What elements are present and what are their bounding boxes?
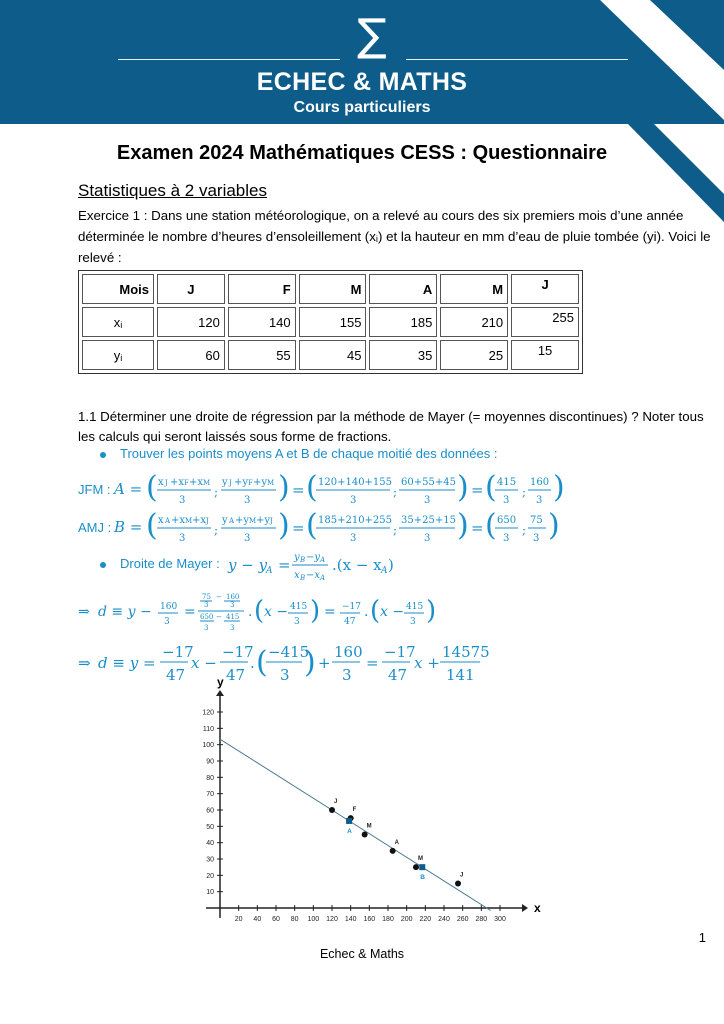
svg-text:3: 3 — [179, 533, 186, 544]
svg-text:47: 47 — [166, 666, 186, 684]
svg-text:J: J — [165, 479, 168, 487]
table-cell: M — [299, 274, 367, 304]
svg-text:=: = — [324, 604, 336, 620]
svg-text:x −: x − — [380, 604, 405, 620]
y-tick-label: 20 — [206, 872, 214, 880]
table-cell: 185 — [369, 307, 437, 337]
data-point-label: M — [418, 856, 423, 863]
sigma-logo-icon: ∑ — [357, 10, 387, 61]
svg-text:120+140+155: 120+140+155 — [318, 477, 393, 488]
svg-text:F: F — [248, 479, 253, 487]
x-tick-label: 60 — [272, 916, 280, 923]
svg-text:−y: −y — [306, 552, 321, 563]
table-cell: J — [511, 274, 579, 304]
svg-text:=: = — [184, 604, 196, 620]
svg-text:141: 141 — [446, 666, 475, 684]
svg-text:d ≡ y =: d ≡ y = — [98, 654, 156, 672]
svg-text:3: 3 — [244, 495, 251, 506]
x-tick-label: 300 — [494, 916, 506, 923]
table-cell: 35 — [369, 340, 437, 370]
table-cell: M — [440, 274, 508, 304]
svg-text:;: ; — [393, 523, 398, 537]
svg-text:.: . — [364, 604, 369, 620]
svg-text:3: 3 — [410, 617, 416, 627]
svg-text:−17: −17 — [342, 602, 361, 612]
svg-text:B: B — [300, 556, 306, 564]
svg-text:14575: 14575 — [442, 643, 490, 661]
table-cell: 60 — [157, 340, 225, 370]
x-tick-label: 140 — [344, 916, 357, 923]
x-tick-label: 80 — [290, 916, 299, 923]
bullet-text: Trouver les points moyens A et B de chaque moitié des données : — [120, 446, 498, 461]
svg-text:): ) — [548, 508, 560, 543]
data-point-label: J — [460, 872, 464, 879]
svg-text:75: 75 — [202, 593, 211, 601]
svg-text:J: J — [206, 517, 209, 525]
svg-text:415: 415 — [290, 602, 308, 612]
question-label: 1.1 Déterminer une droite de régression par la méthode de Mayer (= moyennes discontinues) ? Noter tous les calculs qui seront laissés sous forme de fractions. — [78, 409, 704, 444]
svg-text:F: F — [184, 479, 189, 487]
svg-text:d ≡ y −: d ≡ y − — [98, 604, 152, 620]
data-point — [390, 848, 396, 854]
x-tick-label: 20 — [234, 916, 243, 923]
svg-text:(: ( — [485, 470, 497, 505]
bullet-item — [100, 446, 497, 461]
data-point — [455, 881, 461, 887]
table-cell: F — [228, 274, 296, 304]
section-heading: Statistiques à 2 variables — [78, 181, 267, 200]
x-tick-label: 40 — [253, 916, 262, 923]
y-tick-label: 40 — [206, 840, 214, 848]
table-cell: 210 — [440, 307, 508, 337]
y-tick-label: 50 — [206, 823, 214, 831]
y-tick-label: 70 — [206, 791, 214, 799]
svg-text:): ) — [553, 470, 565, 505]
x-tick-label: 280 — [475, 916, 488, 923]
svg-text:−: − — [216, 593, 222, 601]
svg-text:3: 3 — [280, 666, 290, 684]
table-cell: 15 — [511, 340, 579, 370]
svg-text:−415: −415 — [268, 643, 310, 661]
svg-text:): ) — [426, 596, 437, 626]
svg-text:3: 3 — [179, 495, 186, 506]
svg-text:=: = — [471, 481, 484, 499]
svg-text:+x: +x — [171, 515, 186, 526]
svg-text:415: 415 — [497, 477, 517, 488]
svg-text:x −: x − — [264, 604, 289, 620]
svg-text:;: ; — [214, 485, 219, 499]
table-cell: xᵢ — [82, 307, 154, 337]
svg-text:x −: x − — [191, 654, 217, 672]
y-tick-label: 60 — [206, 807, 214, 815]
svg-text:y: y — [222, 515, 228, 526]
svg-text:=: = — [366, 654, 379, 672]
y-tick-label: 100 — [202, 742, 214, 750]
svg-text:+y: +y — [253, 477, 268, 488]
svg-text:3: 3 — [350, 495, 357, 506]
svg-text:x +: x + — [414, 654, 440, 672]
svg-text:): ) — [304, 645, 316, 680]
svg-text:.: . — [248, 604, 253, 620]
data-point-label: A — [394, 839, 400, 846]
svg-text:x: x — [158, 477, 164, 488]
svg-text:y − y: y − y — [228, 556, 268, 574]
table-cell: 25 — [440, 340, 508, 370]
svg-text:(: ( — [485, 508, 497, 543]
page-footer: Echec & Maths — [319, 947, 405, 961]
header-divider-left — [118, 59, 340, 60]
svg-text:(: ( — [146, 508, 158, 543]
svg-text:−17: −17 — [384, 643, 416, 661]
svg-text:−17: −17 — [162, 643, 194, 661]
svg-text:M: M — [249, 517, 257, 525]
brand-tagline: Cours particuliers — [293, 99, 431, 116]
x-tick-label: 100 — [307, 916, 320, 923]
equation-amj — [78, 508, 638, 548]
x-tick-label: 260 — [456, 916, 469, 923]
svg-text:47: 47 — [226, 666, 246, 684]
svg-text:3: 3 — [503, 495, 510, 506]
equation-step1 — [78, 590, 498, 636]
svg-text:A: A — [165, 517, 171, 525]
data-point — [362, 832, 368, 838]
svg-text:;: ; — [393, 485, 398, 499]
svg-text:35+25+15: 35+25+15 — [401, 515, 456, 526]
x-tick-label: 120 — [326, 916, 338, 923]
svg-text:): ) — [388, 556, 394, 574]
svg-text:3: 3 — [424, 495, 431, 506]
bullet-dot-icon — [100, 452, 106, 458]
svg-text:B: B — [300, 574, 306, 582]
svg-text:M: M — [267, 479, 275, 487]
data-point-label: M — [366, 823, 372, 830]
table-row — [82, 307, 579, 337]
mean-point-label: A — [347, 827, 352, 835]
svg-text:3: 3 — [204, 601, 209, 609]
svg-text:3: 3 — [536, 495, 543, 506]
y-axis-arrow-icon — [216, 690, 224, 696]
svg-text:650: 650 — [200, 613, 214, 621]
data-point — [413, 864, 419, 870]
table-cell: A — [369, 274, 437, 304]
svg-text:A: A — [320, 574, 326, 582]
data-point — [329, 807, 335, 813]
svg-text:x: x — [158, 515, 164, 526]
svg-text:=: = — [292, 519, 305, 537]
table-cell: 140 — [228, 307, 296, 337]
svg-text:;: ; — [522, 485, 527, 499]
x-tick-label: 180 — [382, 916, 394, 923]
svg-text:415: 415 — [226, 613, 240, 621]
svg-text:+: + — [318, 654, 331, 672]
svg-text:160: 160 — [530, 477, 550, 488]
svg-text:J: J — [229, 479, 232, 487]
svg-text:415: 415 — [406, 602, 424, 612]
y-tick-label: 30 — [206, 856, 214, 864]
svg-text:y: y — [294, 552, 300, 563]
mean-point-label: B — [420, 874, 425, 882]
brand-name: ECHEC & MATHS — [256, 68, 468, 96]
table-cell: Mois — [82, 274, 154, 304]
svg-text:=: = — [292, 481, 305, 499]
equation-jfm — [78, 470, 638, 510]
x-tick-label: 240 — [438, 916, 450, 923]
x-tick-label: 200 — [400, 916, 413, 923]
data-point-label: F — [352, 807, 357, 814]
x-axis-arrow-icon — [522, 904, 528, 912]
y-axis-label: y — [217, 675, 224, 689]
svg-text:3: 3 — [204, 624, 209, 632]
svg-text:x: x — [294, 570, 300, 581]
table-cell: 55 — [228, 340, 296, 370]
svg-text:;: ; — [214, 523, 219, 537]
equation-step2 — [78, 640, 518, 686]
svg-text:=: = — [278, 556, 291, 574]
x-axis-label: x — [534, 901, 541, 915]
mean-point — [419, 864, 425, 870]
regression-line — [220, 739, 491, 910]
table-row — [82, 340, 579, 370]
svg-text:A: A — [229, 517, 235, 525]
svg-text:+x: +x — [192, 515, 207, 526]
table-cell: J — [157, 274, 225, 304]
svg-text:A: A — [266, 566, 273, 576]
svg-text:3: 3 — [503, 533, 510, 544]
svg-text:+y: +y — [234, 477, 249, 488]
svg-text:(: ( — [370, 596, 381, 626]
eq-label-jfm: JFM : — [78, 482, 111, 497]
y-tick-label: 110 — [202, 725, 214, 733]
svg-text:): ) — [278, 470, 290, 505]
svg-text:−: − — [216, 613, 222, 621]
table-cell: 255 — [511, 307, 579, 337]
svg-text:(: ( — [254, 596, 265, 626]
y-tick-label: 10 — [206, 889, 214, 897]
table-cell: 155 — [299, 307, 367, 337]
svg-text:(: ( — [256, 645, 268, 680]
svg-text:.(x − x: .(x − x — [332, 556, 382, 574]
table-cell: 45 — [299, 340, 367, 370]
question-text — [78, 407, 718, 447]
svg-text:): ) — [310, 596, 321, 626]
svg-text:.: . — [250, 654, 255, 672]
table-cell: yᵢ — [82, 340, 154, 370]
svg-text:(: ( — [306, 508, 318, 543]
svg-text:A: A — [320, 556, 326, 564]
svg-text:⇒: ⇒ — [78, 604, 90, 620]
svg-text:3: 3 — [230, 601, 235, 609]
svg-text:(: ( — [146, 470, 158, 505]
svg-text:3: 3 — [424, 533, 431, 544]
svg-text:A =: A = — [114, 480, 143, 498]
y-tick-label: 120 — [202, 709, 214, 717]
svg-text:M: M — [203, 479, 211, 487]
svg-text:3: 3 — [244, 533, 251, 544]
x-tick-label: 220 — [419, 916, 432, 923]
svg-text:160: 160 — [160, 602, 178, 612]
svg-text:3: 3 — [342, 666, 352, 684]
svg-text:−x: −x — [306, 570, 321, 581]
svg-text:): ) — [278, 508, 290, 543]
svg-text:+y: +y — [256, 515, 271, 526]
bullet-text: Droite de Mayer : — [120, 556, 220, 571]
y-tick-label: 90 — [206, 758, 214, 766]
svg-text:;: ; — [522, 523, 527, 537]
exercise-text: Exercice 1 : Dans une station météorologique, on a relevé au cours des six premiers mois d’une année déterminée le nombre d’heures d’ensoleillement (xᵢ) et la hauteur en mm d’eau de pluie tombée (yi). Voici le relevé : — [78, 208, 711, 265]
svg-text:=: = — [471, 519, 484, 537]
svg-text:B =: B = — [114, 518, 143, 536]
svg-text:J: J — [270, 517, 273, 525]
svg-text:160: 160 — [226, 593, 240, 601]
table-cell: 120 — [157, 307, 225, 337]
svg-text:+x: +x — [170, 477, 185, 488]
mean-point — [346, 818, 352, 824]
svg-text:75: 75 — [530, 515, 543, 526]
svg-text:185+210+255: 185+210+255 — [318, 515, 393, 526]
svg-text:60+55+45: 60+55+45 — [401, 477, 456, 488]
eq-label-amj: AMJ : — [78, 520, 112, 535]
svg-text:+y: +y — [235, 515, 250, 526]
table-row — [82, 274, 579, 304]
svg-text:3: 3 — [350, 533, 357, 544]
page-title: Examen 2024 Mathématiques CESS : Questionnaire — [116, 142, 608, 164]
svg-text:−17: −17 — [222, 643, 254, 661]
svg-text:650: 650 — [497, 515, 517, 526]
svg-text:47: 47 — [344, 617, 356, 627]
svg-text:A: A — [381, 566, 388, 576]
svg-text:y: y — [222, 477, 228, 488]
svg-text:3: 3 — [533, 533, 540, 544]
svg-text:M: M — [185, 517, 193, 525]
svg-text:⇒: ⇒ — [78, 654, 91, 672]
data-point-label: J — [334, 799, 338, 805]
bullet-dot-icon — [100, 562, 106, 568]
header-divider-right — [406, 59, 628, 60]
svg-text:47: 47 — [388, 666, 408, 684]
svg-text:3: 3 — [294, 617, 300, 627]
y-tick-label: 80 — [206, 774, 214, 782]
svg-text:(: ( — [306, 470, 318, 505]
equation-mayer-formula — [228, 548, 428, 584]
svg-text:3: 3 — [164, 617, 170, 627]
svg-text:): ) — [457, 470, 469, 505]
svg-text:3: 3 — [230, 624, 235, 632]
svg-text:+x: +x — [189, 477, 204, 488]
svg-text:160: 160 — [334, 643, 363, 661]
svg-text:): ) — [457, 508, 469, 543]
x-tick-label: 160 — [363, 916, 376, 923]
data-table — [78, 270, 583, 374]
bullet-item-mayer — [100, 556, 220, 571]
page-number: 1 — [698, 930, 706, 945]
